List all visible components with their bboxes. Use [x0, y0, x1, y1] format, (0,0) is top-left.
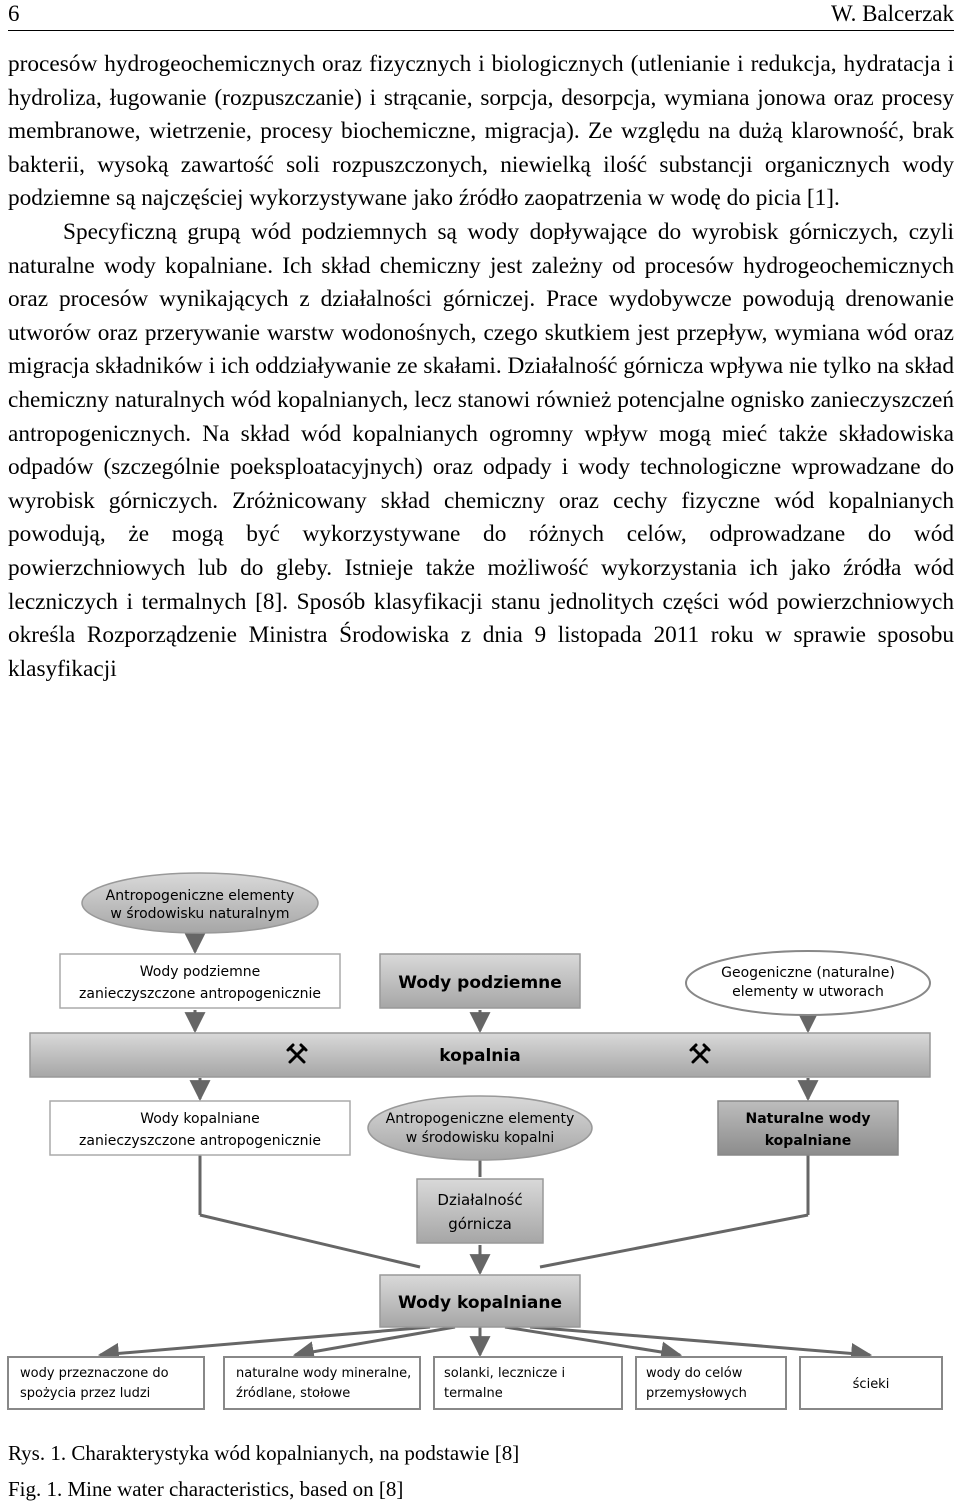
box-label-line: Wody podziemne	[139, 964, 261, 980]
box-label: Wody podziemne	[398, 973, 562, 993]
box-label-line: górnicza	[448, 1215, 512, 1233]
paragraph: procesów hydrogeochemicznych oraz fizycznych i biologicznych (utlenianie i redukcja, hydratacja i hydroliza, ługowanie (rozpuszczanie) i strącanie, sorpcja, desorpcja, wymiana jonowa oraz procesy membranowe, wietrzenie, procesy biochemiczne, migracja). Ze względu na dużą klarowność, brak bakterii, wysoką zawartość soli rozpuszczonych, niewielką ilość substancji organicznych wody podziemne są najczęściej wykorzystywane jako źródło zaopatrzenia w wodę do picia [1].	[8, 51, 954, 212]
figure-caption-en: Fig. 1. Mine water characteristics, based on [8]	[8, 1477, 404, 1501]
box-label-line: kopalniane	[764, 1133, 852, 1149]
box-groundwater-polluted	[60, 954, 340, 1008]
page-number: 6	[8, 1, 20, 26]
uses-row	[8, 1357, 942, 1409]
box-label: Wody kopalniane	[397, 1293, 563, 1313]
use-box	[8, 1357, 204, 1409]
use-box	[434, 1357, 622, 1409]
oval-label-line: elementy w utworach	[732, 984, 884, 1000]
oval-anthropogenic-mine	[368, 1096, 592, 1160]
use-label-line: źródlane, stołowe	[236, 1386, 351, 1401]
box-label-line: zanieczyszczone antropogenicznie	[79, 1133, 321, 1149]
bar-mine	[30, 1033, 930, 1077]
use-label-line: wody do celów	[646, 1366, 743, 1381]
box-minewater-polluted	[50, 1101, 350, 1155]
use-label-line: wody przeznaczone do	[20, 1366, 169, 1381]
use-label-line: termalne	[444, 1386, 503, 1401]
use-label-line: naturalne wody mineralne,	[236, 1366, 412, 1381]
use-box	[636, 1357, 786, 1409]
figure-caption-pl: Rys. 1. Charakterystyka wód kopalnianych, na podstawie [8]	[8, 1441, 520, 1465]
box-label-line: Wody kopalniane	[140, 1111, 260, 1127]
paragraph: Specyficzną grupą wód podziemnych są wody dopływające do wyrobisk górniczych, czyli naturalne wody kopalniane. Ich skład chemiczny jest zależny od procesów hydrogeochemicznych oraz procesów wynikających z działalności górniczej. Prace wydobywcze powodują drenowanie utworów oraz przerywanie warstw wodonośnych, czego skutkiem jest przepływ, wymiana wód oraz migracja składników i ich oddziaływanie ze skałami. Działalność górnicza wpływa nie tylko na skład chemiczny naturalnych wód kopalnianych, lecz stanowi również potencjalne ognisko zanieczyszczeń antropogenicznych. Na skład wód kopalnianych ogromny wpływ mogą mieć także składowiska odpadów (szczególnie poeksploatacyjnych) oraz odpady i wody technologiczne wprowadzane do wyrobisk górniczych. Zróżnicowany skład chemiczny oraz cechy fizyczne wód kopalnianych powodują, że mogą być wykorzystywane do różnych celów, odprowadzane do wód powierzchniowych lub do gleby. Istnieje także możliwość wykorzystania ich jako źródła wód leczniczych i termalnych [8]. Sposób klasyfikacji stanu jednolitych części wód powierzchniowych określa Rozporządzenie Ministra Środowiska z dnia 9 listopada 2011 roku w sprawie sposobu klasyfikacji	[8, 218, 954, 682]
oval-label-line: Geogeniczne (naturalne)	[721, 965, 895, 981]
box-label-line: Naturalne wody	[745, 1111, 871, 1127]
use-label-line: ścieki	[852, 1377, 890, 1392]
running-head-author: W. Balcerzak	[830, 1, 954, 26]
oval-label-line: Antropogeniczne elementy	[385, 1111, 575, 1127]
bar-label: kopalnia	[439, 1046, 521, 1066]
box-mining-activity	[417, 1179, 543, 1243]
oval-anthropogenic-natural	[82, 873, 318, 933]
box-label-line: zanieczyszczone antropogenicznie	[79, 986, 321, 1002]
use-label-line: spożycia przez ludzi	[20, 1386, 151, 1401]
oval-label-line: Antropogeniczne elementy	[105, 888, 295, 904]
oval-label-line: w środowisku naturalnym	[110, 906, 290, 922]
box-label-line: Działalność	[437, 1191, 523, 1209]
body-text	[8, 48, 954, 686]
figure-mine-water-diagram	[0, 855, 960, 1430]
use-label-line: przemysłowych	[646, 1386, 747, 1401]
use-label-line: solanki, lecznicze i	[444, 1366, 566, 1381]
box-mine-waters	[380, 1275, 580, 1327]
oval-label-line: w środowisku kopalni	[405, 1130, 555, 1146]
use-box	[224, 1357, 420, 1409]
oval-geogenic	[686, 951, 930, 1015]
box-groundwater	[380, 954, 580, 1008]
box-natural-minewater	[718, 1101, 898, 1155]
page-header	[8, 0, 954, 31]
